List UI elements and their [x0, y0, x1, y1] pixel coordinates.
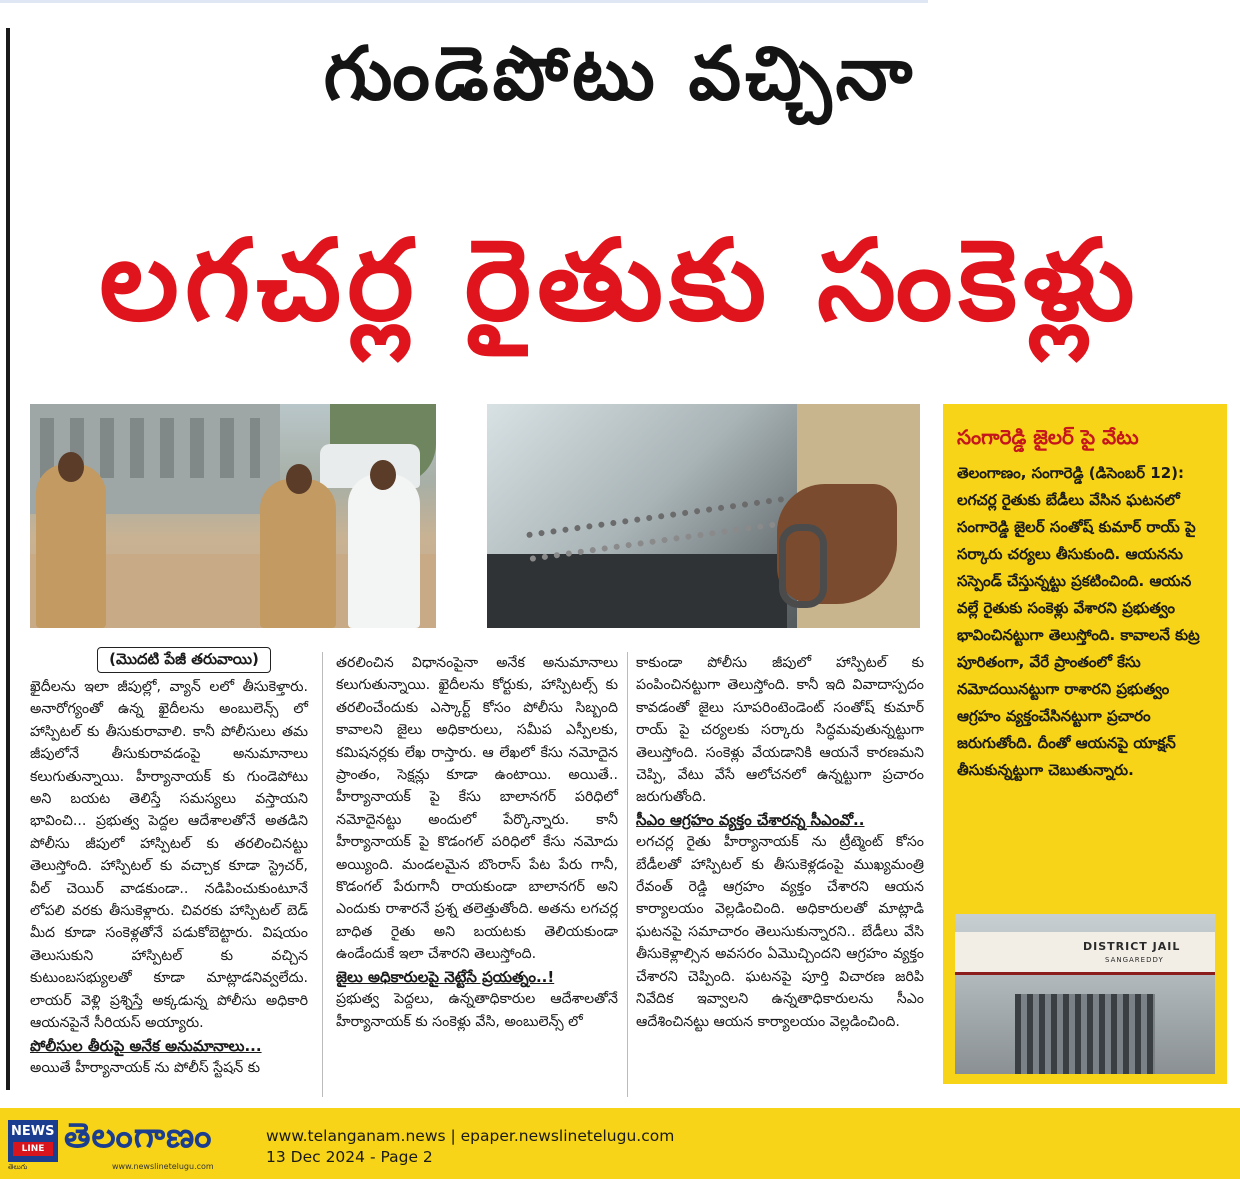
police-escort-photo: [30, 404, 436, 628]
article-column-3: [636, 652, 924, 1033]
sidebar-title: సంగారెడ్డి జైలర్ పై వేటు: [957, 425, 1139, 449]
newsline-logo[interactable]: [8, 1120, 58, 1162]
left-rule: [6, 28, 10, 1090]
photo-police-officer: [260, 479, 336, 628]
paragraph: ఖైదీలను ఇలా జీపుల్లో, వ్యాన్ లలో తీసుకెళ్తారు. అనారోగ్యంతో ఉన్న ఖైదీలను అంబులెన్స్ లో హాస్పిటల్ కు తీసుకురావాలి. కానీ పోలీసులు తమ జీపులోనే తీసుకురావడంపై అనుమానాలు కలుగుతున్నాయి. హీర్యానాయక్ కు గుండెపోటు అని బయట తెలిస్తే సమస్యలు వస్తాయని భావించి... ప్రభుత్వ పెద్దల ఆదేశాలతోనే అతడిని పోలీసు జీపులో హాస్పిటల్ కు తరలించినట్టు తెలుస్తోంది. హాస్పిటల్ కు వచ్చాక కూడా స్ట్రెచర్, వీల్ చెయిర్ వాడకుండా.. నడిపించుకుంటూనే లోపలి వరకు తీసుకెళ్లారు. చివరకు హాస్పిటల్ బెడ్ మీద కూడా సంకెళ్లతోనే పడుకోబెట్టారు. విషయం తెలుసుకుని హాస్పిటల్ కు వచ్చిన కుటుంబసభ్యులతో కూడా మాట్లాడనివ్వలేదు. లాయర్ వెళ్లి ప్రశ్నిస్తే అక్కడున్న పోలీసు అధికారి ఆయనపైనే సీరియస్ అయ్యారు.: [30, 679, 308, 1032]
logo-line-text: LINE: [13, 1142, 53, 1156]
article-column-1: [30, 676, 308, 1079]
subheading: జైలు అధికారులపై నెట్టేసే ప్రయత్నం..!: [336, 967, 555, 986]
telanganam-brand: తెలంగాణం: [64, 1116, 213, 1156]
headline-line-2: లగచర్ల రైతుకు సంకెళ్లు: [99, 216, 1141, 346]
paragraph: ప్రభుత్వ పెద్దలు, ఉన్నతాధికారుల ఆదేశాలతోనే హీర్యానాయక్ కు సంకెళ్లు వేసి, అంబులెన్స్ లో: [336, 991, 618, 1030]
subheading: సీఎం ఆగ్రహం వ్యక్తం చేశారన్న సీఎంవో..: [636, 810, 865, 829]
continued-from-front-page: (మొదటి పేజీ తరువాయి): [97, 647, 271, 673]
jail-gate: [1015, 994, 1155, 1074]
brand-url[interactable]: www.newslinetelugu.com: [112, 1162, 214, 1171]
photo-head: [286, 464, 312, 494]
logo-telugu-text: తెలుగు: [8, 1163, 28, 1171]
photo-handcuff: [779, 524, 827, 608]
handcuff-photo: [487, 404, 920, 628]
subheading: పోలీసుల తీరుపై అనేక అనుమానాలు...: [30, 1036, 262, 1055]
photo-police-officer: [36, 464, 106, 628]
photo-head: [370, 460, 396, 490]
photo-farmer: [348, 474, 420, 628]
photo-chain: [526, 496, 788, 562]
headline-line-1: గుండెపోటు వచ్చినా: [323, 31, 917, 117]
paragraph: లగచర్ల రైతు హీర్యానాయక్ ను ట్రీట్మెంట్ కోసం బేడీలతో హాస్పిటల్ కు తీసుకెళ్లడంపై ముఖ్యమంత్రి రేవంత్ రెడ్డి ఆగ్రహం వ్యక్తం చేశారని ఆయన కార్యాలయం వెల్లడించింది. అధికారులతో మాట్లాడి ఘటనపై సమాచారం తెలుసుకున్నారని.. బేడీలు వేసి తీసుకెళ్లాల్సిన అవసరం ఏమొచ్చిందని ఆగ్రహం వ్యక్తం చేశారని చెప్పింది. ఘటనపై పూర్తి విచారణ జరిపి నివేదిక ఇవ్వాలని ఉన్నతాధికారులను సీఎం ఆదేశించినట్టు ఆయన కార్యాలయం వెల్లడించింది.: [636, 834, 924, 1030]
edition-date: 13 Dec 2024 - Page 2: [266, 1148, 433, 1166]
website-links[interactable]: www.telanganam.news | epaper.newslinetelugu.com: [266, 1127, 675, 1145]
sidebar-body: తెలంగాణం, సంగారెడ్డి (డిసెంబర్ 12): లగచర్ల రైతుకు బేడీలు వేసిన ఘటనలో సంగారెడ్డి జైలర్ సంతోష్ కుమార్ రాయ్ పై సర్కారు చర్యలు తీసుకుంది. ఆయనను సస్పెండ్ చేస్తున్నట్టు ప్రకటించింది. ఆయన వల్లే రైతుకు సంకెళ్లు వేశారని ప్రభుత్వం భావించినట్టుగా తెలుస్తోంది. కావాలనే కుట్ర పూరితంగా, వేరే ప్రాంతంలో కేసు నమోదయినట్టుగా రాశారని ప్రభుత్వం ఆగ్రహం వ్యక్తంచేసినట్టుగా ప్రచారం జరుగుతోంది. దీంతో ఆయనపై యాక్షన్ తీసుకున్నట్టుగా చెబుతున్నారు.: [957, 464, 1200, 779]
jail-signboard: [955, 932, 1215, 975]
top-rule: [0, 0, 928, 3]
sidebar-box: [943, 404, 1227, 1084]
paragraph: కాకుండా పోలీసు జీపులో హాస్పిటల్ కు పంపించినట్టుగా తెలుస్తోంది. కానీ ఇది వివాదాస్పదం కావడంతో జైలు సూపరింటెండెంట్ సంతోష్ కుమార్ రాయ్ పై చర్యలకు సర్కారు సిద్ధమవుతున్నట్టుగా తెలుస్తోంది. సంకెళ్లు వేయడానికి ఆయనే కారణమని చెప్పి, వేటు వేసే ఆలోచనలో ఉన్నట్టుగా ప్రచారం జరుగుతోంది.: [636, 655, 924, 806]
paragraph: తరలించిన విధానంపైనా అనేక అనుమానాలు కలుగుతున్నాయి. ఖైదీలను కోర్టుకు, హాస్పిటల్స్ కు తరలించేందుకు ఎస్కార్ట్ కోసం పోలీసు సిబ్బంది కావాలని జైలు అధికారులు, సమీప ఎస్పీలకు, కమిషనర్లకు లేఖ రాస్తారు. ఆ లేఖలో కేసు నమోదైన ప్రాంతం, సెక్షన్లు కూడా ఉంటాయి. అయితే.. హీర్యానాయక్ పై కేసు బాలానగర్ పరిధిలో నమోదైనట్టు అందులో పేర్కొన్నారు. కానీ హీర్యానాయక్ పై కొడంగల్ పరిధిలో కేసు నమోదు అయ్యింది. మండలమైన బొంరాస్ పేట పేరు గానీ, కొడంగల్ పేరుగానీ రాయకుండా బాలానగర్ అని ఎందుకు రాశారనే ప్రశ్న తలెత్తుతోంది. అతను లగచర్ల బాధిత రైతు అని బయటకు తెలియకుండా ఉండేందుకే ఇలా చేశారని తెలుస్తోంది.: [336, 655, 618, 963]
photo-bed: [487, 554, 787, 628]
article-column-2: [336, 652, 618, 1033]
district-jail-photo: [955, 914, 1215, 1074]
column-divider: [322, 652, 323, 1097]
logo-news-text: NEWS: [11, 1124, 55, 1139]
column-divider: [627, 652, 628, 1097]
paragraph: అయితే హీర్యానాయక్ ను పోలీస్ స్టేషన్ కు: [30, 1059, 261, 1076]
photo-head: [58, 452, 84, 482]
jail-sign-subtext: SANGAREDDY: [1105, 956, 1164, 964]
footer-bar: [0, 1108, 1240, 1179]
jail-sign-text: DISTRICT JAIL: [1083, 940, 1181, 953]
